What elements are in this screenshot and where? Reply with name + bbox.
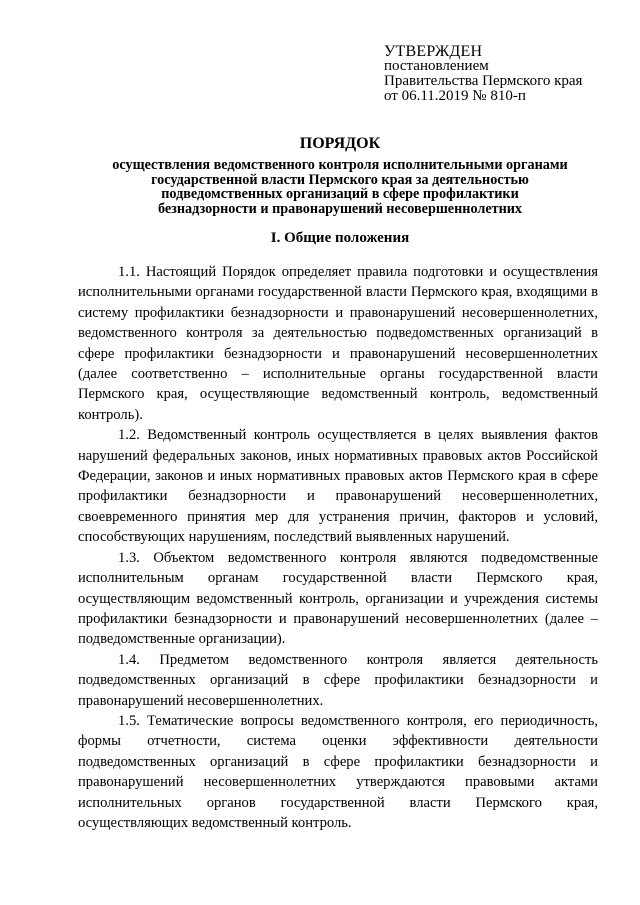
document-subtitle-line: безнадзорности и правонарушений несовершеннолетних (157, 200, 523, 217)
document-body (78, 262, 598, 833)
approval-line: постановлением (384, 58, 489, 74)
document-title-block (70, 134, 610, 216)
section-heading: I. Общие положения (270, 230, 410, 246)
paragraph-1-3: 1.3. Объектом ведомственного контроля являются подведомственные исполнительным органам государственной власти Пермского края, осуществляющим ведомственный контроль, организации и учреждения системы профилактики безнадзорности и правонарушений несовершеннолетних (далее – подведомственные организации). (78, 549, 598, 648)
approval-line: Правительства Пермского края (384, 73, 583, 89)
paragraph-1-4: 1.4. Предметом ведомственного контроля является деятельность подведомственных организаций в сфере профилактики безнадзорности и правонарушений несовершеннолетних. (78, 651, 598, 709)
document-subtitle-line: осуществления ведомственного контроля исполнительными органами (112, 157, 568, 173)
document-subtitle-line: подведомственных организаций в сфере профилактики (161, 186, 519, 202)
paragraph-1-1: 1.1. Настоящий Порядок определяет правила подготовки и осуществления исполнительными органами государственной власти Пермского края, входящими в систему профилактики безнадзорности и правонарушений несовершеннолетних, ведомственного контроля за деятельностью подведомственных организаций в сфере профилактики безнадзорности и правонарушений несовершеннолетних (далее соответственно – исполнительные органы государственной власти Пермского края, осуществляющие ведомственный контроль, ведомственный контроль). (78, 264, 598, 423)
document-subtitle-line: государственной власти Пермского края за деятельностью (151, 171, 529, 188)
approval-line: от 06.11.2019 № 810-п (384, 88, 526, 104)
paragraph-1-5: 1.5. Тематические вопросы ведомственного контроля, его периодичность, формы отчетности, система оценки эффективности деятельности подведомственных организаций в сфере профилактики безнадзорности и правонарушений несовершеннолетних утверждаются правовыми актами исполнительных органов государственной власти Пермского края, осуществляющих ведомственный контроль. (78, 712, 598, 831)
document-title: ПОРЯДОК (299, 135, 381, 152)
paragraph-1-2: 1.2. Ведомственный контроль осуществляется в целях выявления фактов нарушений федеральных законов, иных нормативных правовых актов Российской Федерации, законов и иных нормативных правовых актов Пермского края в сфере профилактики безнадзорности и правонарушений несовершеннолетних, своевременного принятия мер для устранения причин, факторов и условий, способствующих нарушениям, последствий выявленных нарушений. (78, 427, 598, 546)
approval-heading: УТВЕРЖДЕН (384, 43, 483, 60)
approval-stamp (384, 44, 582, 104)
